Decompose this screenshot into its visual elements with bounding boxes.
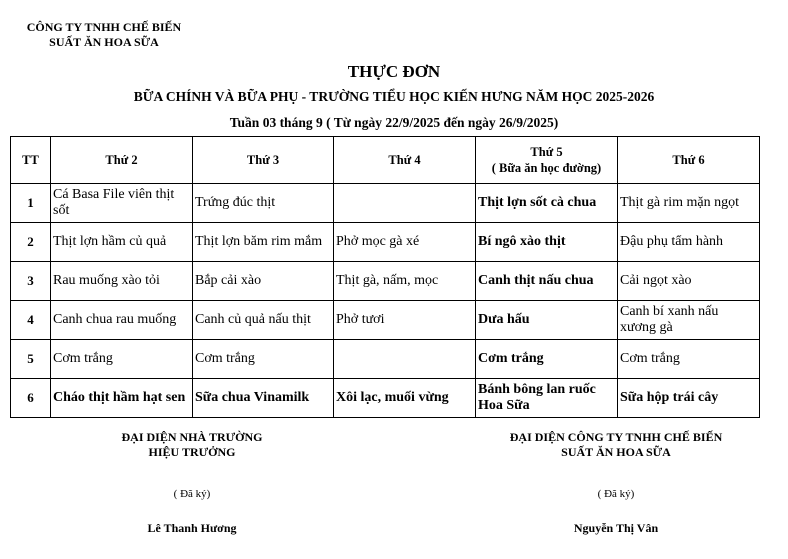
row-number: 2 [11, 223, 51, 262]
header-thursday [476, 137, 618, 184]
row-number: 4 [11, 301, 51, 340]
header-tuesday: Thứ 3 [193, 137, 334, 184]
cell-wednesday: Phở mọc gà xé [334, 223, 476, 262]
company-signed-note: ( Đã ký) [597, 488, 635, 500]
cell-tuesday: Sữa chua Vinamilk [193, 379, 334, 418]
document-subtitle: BỮA CHÍNH VÀ BỮA PHỤ - TRƯỜNG TIỂU HỌC KIẾN HƯNG NĂM HỌC 2025-2026 [133, 89, 655, 104]
company-header [14, 20, 194, 50]
cell-tuesday: Cơm trắng [193, 340, 334, 379]
cell-monday: Rau muống xào tỏi [51, 262, 193, 301]
table-row [11, 340, 760, 379]
company-rep-title: ĐẠI DIỆN CÔNG TY TNHH CHẾ BIẾN [509, 430, 723, 444]
cell-wednesday: Phở tươi [334, 301, 476, 340]
table-row [11, 223, 760, 262]
header-tt: TT [11, 137, 51, 184]
document-title: THỰC ĐƠN [347, 62, 441, 81]
cell-friday: Cơm trắng [618, 340, 760, 379]
row-number: 3 [11, 262, 51, 301]
header-wednesday: Thứ 4 [334, 137, 476, 184]
company-name-line1: CÔNG TY TNHH CHẾ BIẾN [26, 20, 182, 34]
table-row [11, 301, 760, 340]
cell-friday: Canh bí xanh nấu xương gà [618, 301, 760, 340]
cell-thursday: Canh thịt nấu chua [476, 262, 618, 301]
menu-table [10, 136, 760, 418]
cell-wednesday [334, 340, 476, 379]
cell-monday: Canh chua rau muống [51, 301, 193, 340]
row-number: 5 [11, 340, 51, 379]
school-rep-name: Lê Thanh Hương [147, 521, 237, 535]
header-monday: Thứ 2 [51, 137, 193, 184]
company-rep-position: SUẤT ĂN HOA SỮA [561, 445, 671, 459]
cell-monday: Cá Basa File viên thịt sốt [51, 184, 193, 223]
school-rep-title: ĐẠI DIỆN NHÀ TRƯỜNG [121, 430, 263, 444]
cell-wednesday: Xôi lạc, muối vừng [334, 379, 476, 418]
cell-thursday: Bánh bông lan ruốc Hoa Sữa [476, 379, 618, 418]
header-thursday-note: ( Bữa ăn học đường) [491, 161, 602, 175]
cell-tuesday: Trứng đúc thịt [193, 184, 334, 223]
week-range: Tuần 03 tháng 9 ( Từ ngày 22/9/2025 đến ngày 26/9/2025) [229, 115, 559, 130]
table-row [11, 184, 760, 223]
cell-thursday: Bí ngô xào thịt [476, 223, 618, 262]
header-thursday-label: Thứ 5 [530, 145, 563, 159]
header-friday: Thứ 6 [618, 137, 760, 184]
row-number: 1 [11, 184, 51, 223]
school-signature-block [92, 430, 292, 536]
cell-wednesday [334, 184, 476, 223]
cell-tuesday: Bắp cải xào [193, 262, 334, 301]
company-rep-name: Nguyễn Thị Vân [573, 521, 659, 535]
cell-tuesday: Thịt lợn băm rim mắm [193, 223, 334, 262]
school-signed-note: ( Đã ký) [173, 488, 211, 500]
cell-thursday: Dưa hấu [476, 301, 618, 340]
table-header-row [11, 137, 760, 184]
cell-monday: Cháo thịt hầm hạt sen [51, 379, 193, 418]
cell-wednesday: Thịt gà, nấm, mọc [334, 262, 476, 301]
cell-thursday: Cơm trắng [476, 340, 618, 379]
cell-friday: Thịt gà rim mặn ngọt [618, 184, 760, 223]
row-number: 6 [11, 379, 51, 418]
cell-friday: Đậu phụ tẩm hành [618, 223, 760, 262]
table-row [11, 379, 760, 418]
company-signature-block [486, 430, 746, 536]
cell-friday: Cải ngọt xào [618, 262, 760, 301]
cell-friday: Sữa hộp trái cây [618, 379, 760, 418]
cell-thursday: Thịt lợn sốt cà chua [476, 184, 618, 223]
school-rep-position: HIỆU TRƯỞNG [148, 445, 236, 459]
company-name-line2: SUẤT ĂN HOA SỮA [49, 35, 159, 49]
table-row [11, 262, 760, 301]
cell-monday: Cơm trắng [51, 340, 193, 379]
cell-monday: Thịt lợn hầm củ quả [51, 223, 193, 262]
cell-tuesday: Canh củ quả nấu thịt [193, 301, 334, 340]
